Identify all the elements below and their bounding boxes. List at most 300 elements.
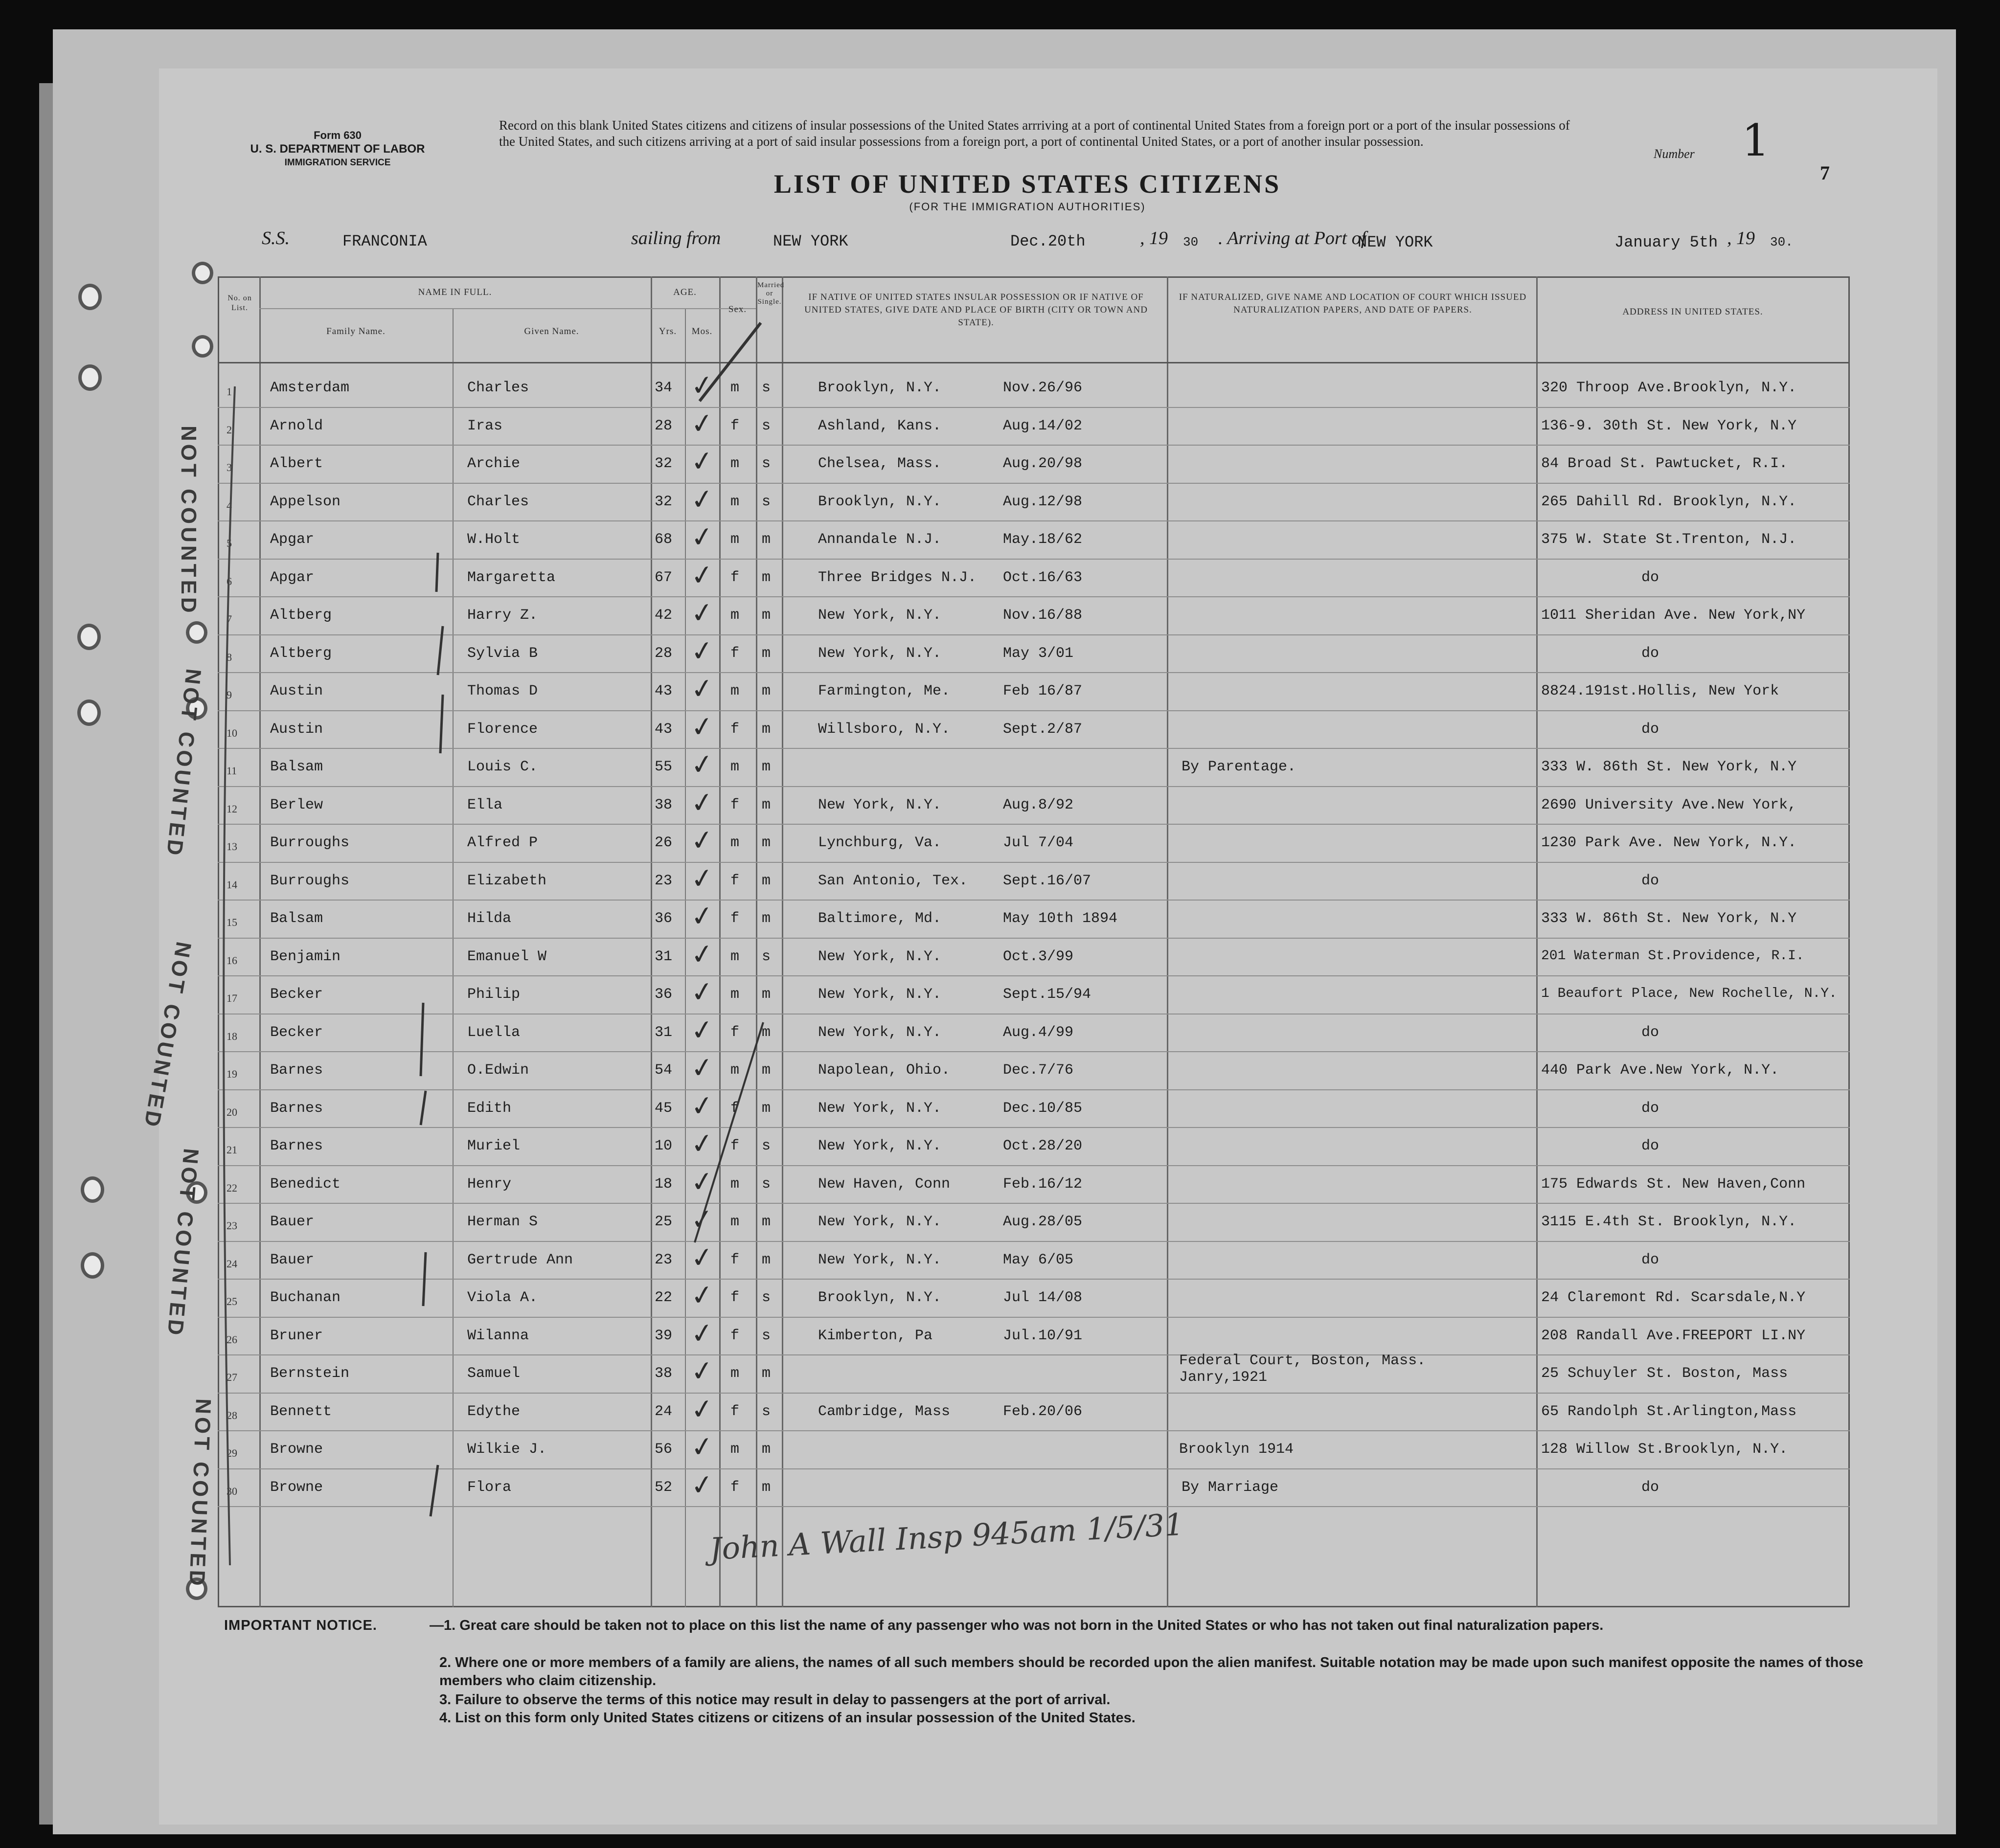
age-years: 28 — [655, 417, 673, 434]
family-name: Balsam — [270, 759, 323, 775]
row-rule — [218, 1468, 1850, 1469]
birth-date: Dec.7/76 — [1003, 1062, 1074, 1079]
row-number: 25 — [227, 1295, 237, 1307]
us-address: do — [1641, 1251, 1659, 1268]
col-header-birth: IF NATIVE OF UNITED STATES INSULAR POSSESSION OR IF NATIVE OF UNITED STATES, GIVE DATE AND PLACE OF BIRTH (CITY OR TOWN AND STATE). — [804, 292, 1148, 328]
sex: f — [730, 1289, 740, 1306]
row-number: 15 — [227, 916, 237, 928]
check-mark: ✓ — [688, 900, 716, 933]
birth-place: Annandale N.J. — [818, 531, 942, 548]
birth-date: Aug.20/98 — [1003, 455, 1083, 472]
check-mark: ✓ — [688, 483, 716, 517]
col-divider — [651, 276, 652, 1607]
col-header-no: No. on List. — [227, 294, 252, 312]
row-rule — [218, 824, 1850, 825]
marital-status: m — [762, 607, 771, 624]
check-mark: ✓ — [688, 597, 716, 630]
col-header-years: Yrs. — [659, 326, 677, 337]
birth-place: Baltimore, Md. — [818, 910, 942, 927]
marital-status: s — [762, 455, 771, 472]
binder-hole — [192, 262, 213, 284]
binder-hole — [186, 621, 207, 644]
age-years: 28 — [655, 645, 673, 662]
marital-status: m — [762, 1024, 771, 1041]
marital-status: m — [762, 1479, 771, 1496]
family-name: Browne — [270, 1441, 323, 1458]
marital-status: m — [762, 834, 771, 851]
us-address: do — [1641, 721, 1659, 738]
row-rule — [218, 559, 1850, 560]
row-number: 26 — [227, 1333, 237, 1346]
us-address: 65 Randolph St.Arlington,Mass — [1541, 1403, 1797, 1420]
given-name: Louis C. — [467, 759, 538, 775]
row-number: 20 — [227, 1105, 237, 1118]
marital-status: m — [762, 1100, 771, 1117]
row-number: 29 — [227, 1447, 237, 1459]
col-header-address: ADDRESS IN UNITED STATES. — [1622, 307, 1763, 317]
marital-status: m — [762, 986, 771, 1003]
row-rule — [218, 862, 1850, 863]
birth-date: May 6/05 — [1003, 1251, 1074, 1268]
given-name: Ella — [467, 796, 503, 813]
given-name: Sylvia B — [467, 645, 538, 662]
age-years: 54 — [655, 1062, 673, 1079]
age-years: 43 — [655, 721, 673, 738]
check-mark: ✓ — [688, 938, 716, 971]
notice-item: 4. List on this form only United States citizens or citizens of an insular possession of the United States. — [439, 1710, 1136, 1726]
row-number: 18 — [227, 1030, 237, 1042]
birth-place: New York, N.Y. — [818, 1100, 942, 1117]
sex: m — [730, 1062, 740, 1079]
check-mark: ✓ — [688, 1014, 716, 1047]
age-years: 10 — [655, 1138, 673, 1154]
family-name: Bauer — [270, 1251, 315, 1268]
us-address: do — [1641, 1024, 1659, 1041]
marital-status: m — [762, 1365, 771, 1382]
birth-place: Brooklyn, N.Y. — [818, 1289, 942, 1306]
row-rule — [218, 900, 1850, 901]
birth-date: May.18/62 — [1003, 531, 1083, 548]
sex: m — [730, 607, 740, 624]
naturalization: Brooklyn 1914 — [1179, 1441, 1294, 1458]
row-rule — [218, 483, 1850, 484]
given-name: Samuel — [467, 1365, 521, 1382]
birth-place: New York, N.Y. — [818, 1251, 942, 1268]
family-name: Barnes — [270, 1062, 323, 1079]
marital-status: s — [762, 417, 771, 434]
family-name: Amsterdam — [270, 380, 350, 396]
birth-place: New York, N.Y. — [818, 1024, 942, 1041]
birth-date: May 10th 1894 — [1003, 910, 1118, 927]
page-number: 7 — [1820, 162, 1830, 184]
birth-place: San Antonio, Tex. — [818, 872, 968, 889]
sex: m — [730, 834, 740, 851]
age-years: 31 — [655, 1024, 673, 1041]
us-address: 201 Waterman St.Providence, R.I. — [1541, 948, 1804, 964]
marital-status: s — [762, 1327, 771, 1344]
sailing-from-label: sailing from — [631, 228, 721, 248]
check-mark: ✓ — [688, 407, 716, 441]
row-number: 8 — [227, 651, 232, 663]
given-name: Thomas D — [467, 683, 538, 699]
us-address: do — [1641, 645, 1659, 662]
naturalization: Federal Court, Boston, Mass. Janry,1921 — [1179, 1352, 1444, 1386]
us-address: do — [1641, 1100, 1659, 1117]
check-mark: ✓ — [688, 1052, 716, 1085]
check-mark: ✓ — [688, 673, 716, 706]
sex: m — [730, 759, 740, 775]
marital-status: s — [762, 948, 771, 965]
sex: m — [730, 1365, 740, 1382]
marital-status: s — [762, 493, 771, 510]
given-name: Edythe — [467, 1403, 521, 1420]
us-address: 25 Schuyler St. Boston, Mass — [1541, 1365, 1788, 1382]
family-name: Buchanan — [270, 1289, 341, 1306]
family-name: Browne — [270, 1479, 323, 1496]
row-number: 30 — [227, 1485, 237, 1497]
us-address: 24 Claremont Rd. Scarsdale,N.Y — [1541, 1289, 1806, 1306]
col-header-marital: Married or Single. — [757, 281, 785, 306]
sex: f — [730, 645, 740, 662]
birth-date: Jul.10/91 — [1003, 1327, 1083, 1344]
birth-date: Dec.10/85 — [1003, 1100, 1083, 1117]
row-number: 2 — [227, 423, 232, 436]
sex: f — [730, 1138, 740, 1154]
family-name: Appelson — [270, 493, 341, 510]
given-name: Viola A. — [467, 1289, 538, 1306]
not-counted-stamp: NOT COUNTED — [177, 426, 201, 616]
row-rule — [218, 1354, 1850, 1355]
marital-status: m — [762, 1062, 771, 1079]
birth-place: New Haven, Conn — [818, 1175, 951, 1193]
us-address: 8824.191st.Hollis, New York — [1541, 683, 1779, 699]
family-name: Bauer — [270, 1214, 315, 1230]
row-number: 6 — [227, 575, 232, 587]
binder-hole — [81, 1176, 104, 1203]
age-years: 52 — [655, 1479, 673, 1496]
birth-place: New York, N.Y. — [818, 986, 942, 1003]
notice-item: 2. Where one or more members of a family are aliens, the names of all such members should be recorded upon the alien manifest. Suitable notation may be made upon such manifest opposite the names of those members who claim citizenship. — [439, 1655, 1864, 1689]
birth-date: Aug.12/98 — [1003, 493, 1083, 510]
row-number: 24 — [227, 1257, 237, 1270]
row-rule — [218, 1203, 1850, 1204]
birth-place: Willsboro, N.Y. — [818, 721, 951, 738]
sex: m — [730, 948, 740, 965]
naturalization: By Marriage — [1182, 1479, 1279, 1496]
row-rule — [218, 520, 1850, 521]
family-name: Austin — [270, 721, 323, 738]
us-address: 208 Randall Ave.FREEPORT LI.NY — [1541, 1327, 1806, 1344]
family-name: Bernstein — [270, 1365, 350, 1382]
family-name: Burroughs — [270, 872, 350, 889]
birth-place: New York, N.Y. — [818, 1138, 942, 1154]
row-rule — [218, 634, 1850, 635]
arrival-date: January 5th — [1614, 233, 1718, 251]
check-mark: ✓ — [688, 786, 716, 820]
given-name: Flora — [467, 1479, 512, 1496]
row-rule — [218, 1506, 1850, 1507]
age-years: 24 — [655, 1403, 673, 1420]
check-mark: ✓ — [688, 445, 716, 478]
given-name: Emanuel W — [467, 948, 547, 965]
age-years: 38 — [655, 1365, 673, 1382]
sex: f — [730, 796, 740, 813]
family-name: Barnes — [270, 1138, 323, 1154]
departure-port: NEW YORK — [773, 232, 848, 250]
row-rule — [218, 596, 1850, 597]
age-years: 55 — [655, 759, 673, 775]
check-mark: ✓ — [688, 1127, 716, 1161]
row-rule — [218, 1089, 1850, 1090]
row-rule — [218, 1393, 1850, 1394]
ss-label: S.S. — [262, 228, 290, 248]
birth-place: Chelsea, Mass. — [818, 455, 942, 472]
check-mark: ✓ — [688, 369, 716, 403]
family-name: Austin — [270, 683, 323, 699]
row-number: 12 — [227, 802, 237, 815]
row-number: 16 — [227, 954, 237, 967]
marital-status: m — [762, 910, 771, 927]
age-years: 45 — [655, 1100, 673, 1117]
age-years: 22 — [655, 1289, 673, 1306]
not-counted-stamp: NOT COUNTED — [161, 667, 205, 859]
us-address: 333 W. 86th St. New York, N.Y — [1541, 759, 1797, 775]
col-header-sex: Sex. — [728, 304, 747, 315]
col-divider — [685, 308, 686, 1607]
us-address: 136-9. 30th St. New York, N.Y — [1541, 417, 1797, 434]
us-address: do — [1641, 569, 1659, 586]
row-rule — [218, 975, 1850, 976]
binder-hole — [77, 624, 101, 650]
family-name: Bruner — [270, 1327, 323, 1344]
marital-status: m — [762, 531, 771, 548]
given-name: Gertrude Ann — [467, 1251, 573, 1268]
given-name: Herman S — [467, 1214, 538, 1230]
check-mark: ✓ — [688, 824, 716, 857]
col-header-naturalized: IF NATURALIZED, GIVE NAME AND LOCATION OF COURT WHICH ISSUED NATURALIZATION PAPERS, AND DATE OF PAPERS. — [1179, 292, 1527, 315]
marital-status: s — [762, 1289, 771, 1306]
sex: f — [730, 872, 740, 889]
marital-status: m — [762, 796, 771, 813]
given-name: Elizabeth — [467, 872, 547, 889]
marital-status: s — [762, 1175, 771, 1193]
form-instructions: Record on this blank United States citizens and citizens of insular possessions of the United States arrriving at a port of continental United States from a foreign port or a port of the insular possessions of the United States, and such citizens arriving at a port of said insular possessions from a foreign port, a port of continental United States, or a port of another insular possession. — [499, 118, 1570, 149]
birth-date: Aug.28/05 — [1003, 1214, 1083, 1230]
age-years: 56 — [655, 1441, 673, 1458]
birth-date: Feb.20/06 — [1003, 1403, 1083, 1420]
us-address: do — [1641, 872, 1659, 889]
family-name: Balsam — [270, 910, 323, 927]
check-mark: ✓ — [688, 1203, 716, 1237]
birth-place: New York, N.Y. — [818, 948, 942, 965]
check-mark: ✓ — [688, 1165, 716, 1199]
binder-hole — [192, 335, 213, 358]
age-years: 32 — [655, 455, 673, 472]
birth-place: Brooklyn, N.Y. — [818, 493, 942, 510]
col-divider — [719, 276, 721, 1607]
marital-status: m — [762, 721, 771, 738]
birth-date: Nov.26/96 — [1003, 380, 1083, 396]
col-divider — [259, 276, 261, 1607]
page-subtitle: (FOR THE IMMIGRATION AUTHORITIES) — [909, 201, 1146, 213]
row-number: 4 — [227, 499, 232, 512]
col-divider — [1536, 276, 1538, 1607]
sex: f — [730, 1327, 740, 1344]
page-title: LIST OF UNITED STATES CITIZENS — [773, 169, 1281, 199]
sex: m — [730, 380, 740, 396]
birth-place: Kimberton, Pa — [818, 1327, 933, 1344]
given-name: Philip — [467, 986, 521, 1003]
us-address: 1230 Park Ave. New York, N.Y. — [1541, 834, 1797, 851]
not-counted-stamp: NOT COUNTED — [184, 1398, 215, 1589]
given-name: Archie — [467, 455, 521, 472]
check-mark: ✓ — [688, 862, 716, 896]
binder-hole — [77, 699, 101, 726]
marital-status: m — [762, 569, 771, 586]
row-rule — [218, 1241, 1850, 1242]
notice-item: —1. Great care should be taken not to place on this list the name of any passenger who was not born in the United States or who has not taken out final naturalization papers. — [430, 1618, 1604, 1633]
col-header-name-in-full: NAME IN FULL. — [418, 287, 492, 297]
sex: f — [730, 1024, 740, 1041]
binder-hole — [78, 364, 102, 391]
row-number: 5 — [227, 537, 232, 549]
arrival-year: 30. — [1770, 235, 1793, 249]
header-bottom-rule — [218, 362, 1850, 363]
birth-place: Farmington, Me. — [818, 683, 951, 699]
birth-place: Ashland, Kans. — [818, 417, 942, 434]
birth-place: Brooklyn, N.Y. — [818, 380, 942, 396]
row-number: 21 — [227, 1144, 237, 1156]
age-years: 18 — [655, 1175, 673, 1193]
check-mark: ✓ — [688, 1089, 716, 1123]
given-name: O.Edwin — [467, 1062, 529, 1079]
given-name: Harry Z. — [467, 607, 538, 624]
binder-hole — [78, 284, 102, 310]
sex: f — [730, 1100, 740, 1117]
row-number: 23 — [227, 1219, 237, 1232]
check-mark: ✓ — [688, 1317, 716, 1351]
age-years: 23 — [655, 1251, 673, 1268]
marital-status: m — [762, 1441, 771, 1458]
check-mark: ✓ — [688, 521, 716, 554]
row-rule — [218, 1279, 1850, 1280]
us-address: 375 W. State St.Trenton, N.J. — [1541, 531, 1797, 548]
birth-date: Feb.16/12 — [1003, 1175, 1083, 1193]
service-name: IMMIGRATION SERVICE — [284, 158, 391, 168]
sex: m — [730, 1175, 740, 1193]
check-mark: ✓ — [688, 748, 716, 782]
us-address: 84 Broad St. Pawtucket, R.I. — [1541, 455, 1788, 472]
marital-status: s — [762, 1403, 771, 1420]
marital-status: m — [762, 1214, 771, 1230]
notice-heading: IMPORTANT NOTICE. — [224, 1618, 377, 1633]
col-header-age: AGE. — [673, 287, 697, 297]
arrival-port: NEW YORK — [1358, 233, 1433, 251]
family-name: Burroughs — [270, 834, 350, 851]
row-rule — [218, 938, 1850, 939]
age-years: 68 — [655, 531, 673, 548]
col-divider — [756, 276, 757, 1607]
not-counted-stamp: NOT COUNTED — [139, 940, 196, 1131]
us-address: 1 Beaufort Place, New Rochelle, N.Y. — [1541, 986, 1837, 1001]
row-number: 17 — [227, 992, 237, 1004]
row-rule — [218, 445, 1850, 446]
given-name: Luella — [467, 1024, 521, 1041]
binder-hole — [81, 1252, 104, 1279]
sex: m — [730, 455, 740, 472]
age-years: 39 — [655, 1327, 673, 1344]
col-divider — [782, 276, 783, 1607]
given-name: Charles — [467, 380, 529, 396]
given-name: W.Holt — [467, 531, 521, 548]
family-name: Arnold — [270, 417, 323, 434]
departure-year: 30 — [1183, 235, 1199, 249]
sex: m — [730, 1214, 740, 1230]
birth-place: Three Bridges N.J. — [818, 569, 977, 586]
sex: f — [730, 569, 740, 586]
check-mark: ✓ — [688, 1355, 716, 1388]
birth-date: Feb 16/87 — [1003, 683, 1083, 699]
family-name: Apgar — [270, 531, 315, 548]
birth-place: New York, N.Y. — [818, 645, 942, 662]
sex: m — [730, 986, 740, 1003]
age-years: 31 — [655, 948, 673, 965]
age-years: 36 — [655, 910, 673, 927]
given-name: Florence — [467, 721, 538, 738]
birth-place: Napolean, Ohio. — [818, 1062, 951, 1079]
row-rule — [218, 1165, 1850, 1166]
col-header-family-name: Family Name. — [326, 326, 386, 337]
sex: f — [730, 417, 740, 434]
given-name: Iras — [467, 417, 503, 434]
row-number: 9 — [227, 689, 232, 701]
us-address: 128 Willow St.Brooklyn, N.Y. — [1541, 1441, 1788, 1458]
family-name: Becker — [270, 1024, 323, 1041]
us-address: do — [1641, 1138, 1659, 1154]
family-name: Albert — [270, 455, 323, 472]
inspector-signature: John A Wall Insp 945am 1/5/31 — [708, 1506, 1185, 1567]
row-number: 1 — [227, 385, 232, 398]
number-value: 1 — [1742, 115, 1770, 166]
family-name: Benjamin — [270, 948, 341, 965]
age-years: 36 — [655, 986, 673, 1003]
check-mark: ✓ — [688, 710, 716, 744]
birth-date: Nov.16/88 — [1003, 607, 1083, 624]
sex: m — [730, 531, 740, 548]
check-mark: ✓ — [688, 1241, 716, 1275]
notice-item: 3. Failure to observe the terms of this notice may result in delay to passengers at the port of arrival. — [439, 1692, 1111, 1708]
given-name: Wilanna — [467, 1327, 529, 1344]
age-years: 38 — [655, 796, 673, 813]
row-rule — [218, 1127, 1850, 1128]
birth-place: Lynchburg, Va. — [818, 834, 942, 851]
row-number: 7 — [227, 613, 232, 625]
col-header-months: Mos. — [691, 326, 713, 337]
age-years: 67 — [655, 569, 673, 586]
birth-date: Aug.4/99 — [1003, 1024, 1074, 1041]
col-divider — [453, 308, 454, 1607]
check-mark: ✓ — [688, 1393, 716, 1426]
birth-place: New York, N.Y. — [818, 607, 942, 624]
row-rule — [218, 1430, 1850, 1431]
row-number: 11 — [227, 765, 237, 777]
check-mark: ✓ — [688, 1431, 716, 1464]
us-address: 320 Throop Ave.Brooklyn, N.Y. — [1541, 380, 1797, 396]
age-years: 34 — [655, 380, 673, 396]
marital-status: m — [762, 645, 771, 662]
col-header-given-name: Given Name. — [524, 326, 579, 337]
check-mark: ✓ — [688, 1279, 716, 1312]
